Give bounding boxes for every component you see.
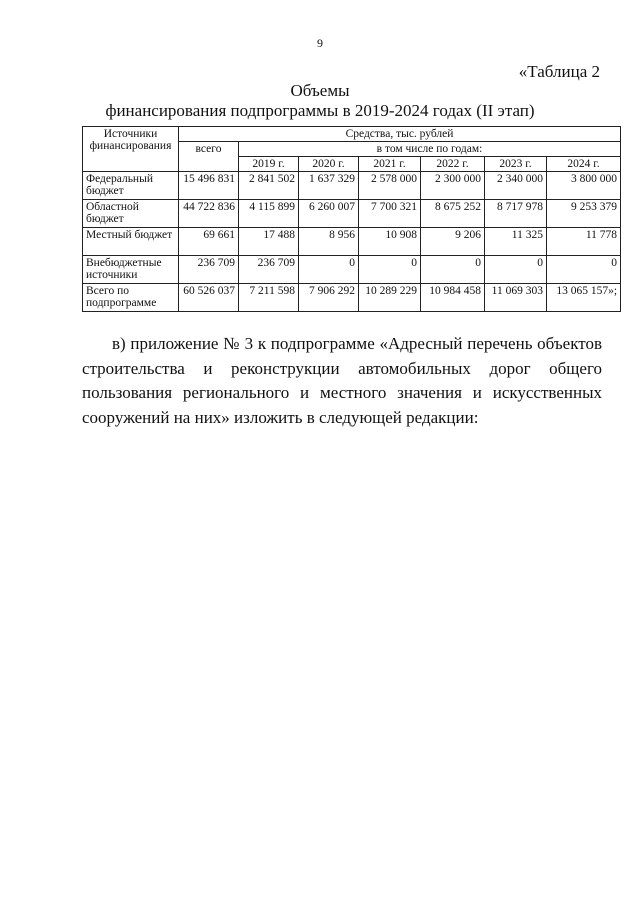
table-row: [83, 228, 621, 256]
row-source: Областной бюджет: [83, 200, 179, 228]
row-value: 2 578 000: [359, 172, 421, 200]
table-row: [83, 256, 621, 284]
header-total: всего: [179, 142, 239, 172]
row-total: 15 496 831: [179, 172, 239, 200]
row-value: 3 800 000: [547, 172, 621, 200]
row-value: 236 709: [239, 256, 299, 284]
header-year: 2023 г.: [485, 157, 547, 172]
row-value: 0: [359, 256, 421, 284]
row-total: 60 526 037: [179, 284, 239, 312]
row-value: 2 300 000: [421, 172, 485, 200]
row-value: 11 778: [547, 228, 621, 256]
paragraph-line: сооружений на них» изложить в следующей редакции:: [82, 407, 479, 427]
table-row: [83, 200, 621, 228]
table-row: [83, 172, 621, 200]
header-sources: Источники финансирования: [83, 127, 179, 172]
row-total: 236 709: [179, 256, 239, 284]
row-source: Федеральный бюджет: [83, 172, 179, 200]
row-value: 4 115 899: [239, 200, 299, 228]
row-value: 8 717 978: [485, 200, 547, 228]
row-total: 44 722 836: [179, 200, 239, 228]
row-value: 0: [547, 256, 621, 284]
header-including: в том числе по годам:: [239, 142, 621, 157]
row-value: 10 984 458: [421, 284, 485, 312]
paragraph-line: пользования регионального и местного значения и искусственных: [82, 383, 602, 402]
row-value: 0: [421, 256, 485, 284]
row-value: 2 340 000: [485, 172, 547, 200]
row-value: 0: [299, 256, 359, 284]
header-year: 2019 г.: [239, 157, 299, 172]
row-value: 8 675 252: [421, 200, 485, 228]
row-value: 6 260 007: [299, 200, 359, 228]
row-value: 10 289 229: [359, 284, 421, 312]
paragraph-line: в) приложение № 3 к подпрограмме «Адресный перечень объектов: [112, 334, 602, 353]
row-value: 7 906 292: [299, 284, 359, 312]
row-value: 11 325: [485, 228, 547, 256]
row-value: 0: [485, 256, 547, 284]
row-value: 7 700 321: [359, 200, 421, 228]
row-value: 8 956: [299, 228, 359, 256]
financing-table: [82, 126, 621, 312]
paragraph-line: строительства и реконструкции автомобильных дорог общего: [82, 358, 602, 378]
row-value: 11 069 303: [485, 284, 547, 312]
table-title: Объемы: [290, 81, 350, 100]
header-year: 2020 г.: [299, 157, 359, 172]
table-row: [83, 284, 621, 312]
header-year: 2022 г.: [421, 157, 485, 172]
row-source: Местный бюджет: [83, 228, 179, 256]
amendment-paragraph: [82, 332, 602, 430]
table-reference: «Таблица 2: [518, 62, 600, 81]
header-year: 2024 г.: [547, 157, 621, 172]
row-source: Внебюджетные источники: [83, 256, 179, 284]
row-value: 9 253 379: [547, 200, 621, 228]
row-value: 1 637 329: [299, 172, 359, 200]
header-year: 2021 г.: [359, 157, 421, 172]
row-value: 9 206: [421, 228, 485, 256]
row-value: 13 065 157»;: [547, 284, 621, 312]
row-value: 17 488: [239, 228, 299, 256]
page-number: 9: [317, 36, 323, 50]
header-funds: Средства, тыс. рублей: [179, 127, 621, 142]
row-value: 7 211 598: [239, 284, 299, 312]
row-total: 69 661: [179, 228, 239, 256]
row-value: 10 908: [359, 228, 421, 256]
table-subtitle: финансирования подпрограммы в 2019-2024 годах (II этап): [105, 101, 535, 120]
row-value: 2 841 502: [239, 172, 299, 200]
row-source: Всего по подпрограмме: [83, 284, 179, 312]
